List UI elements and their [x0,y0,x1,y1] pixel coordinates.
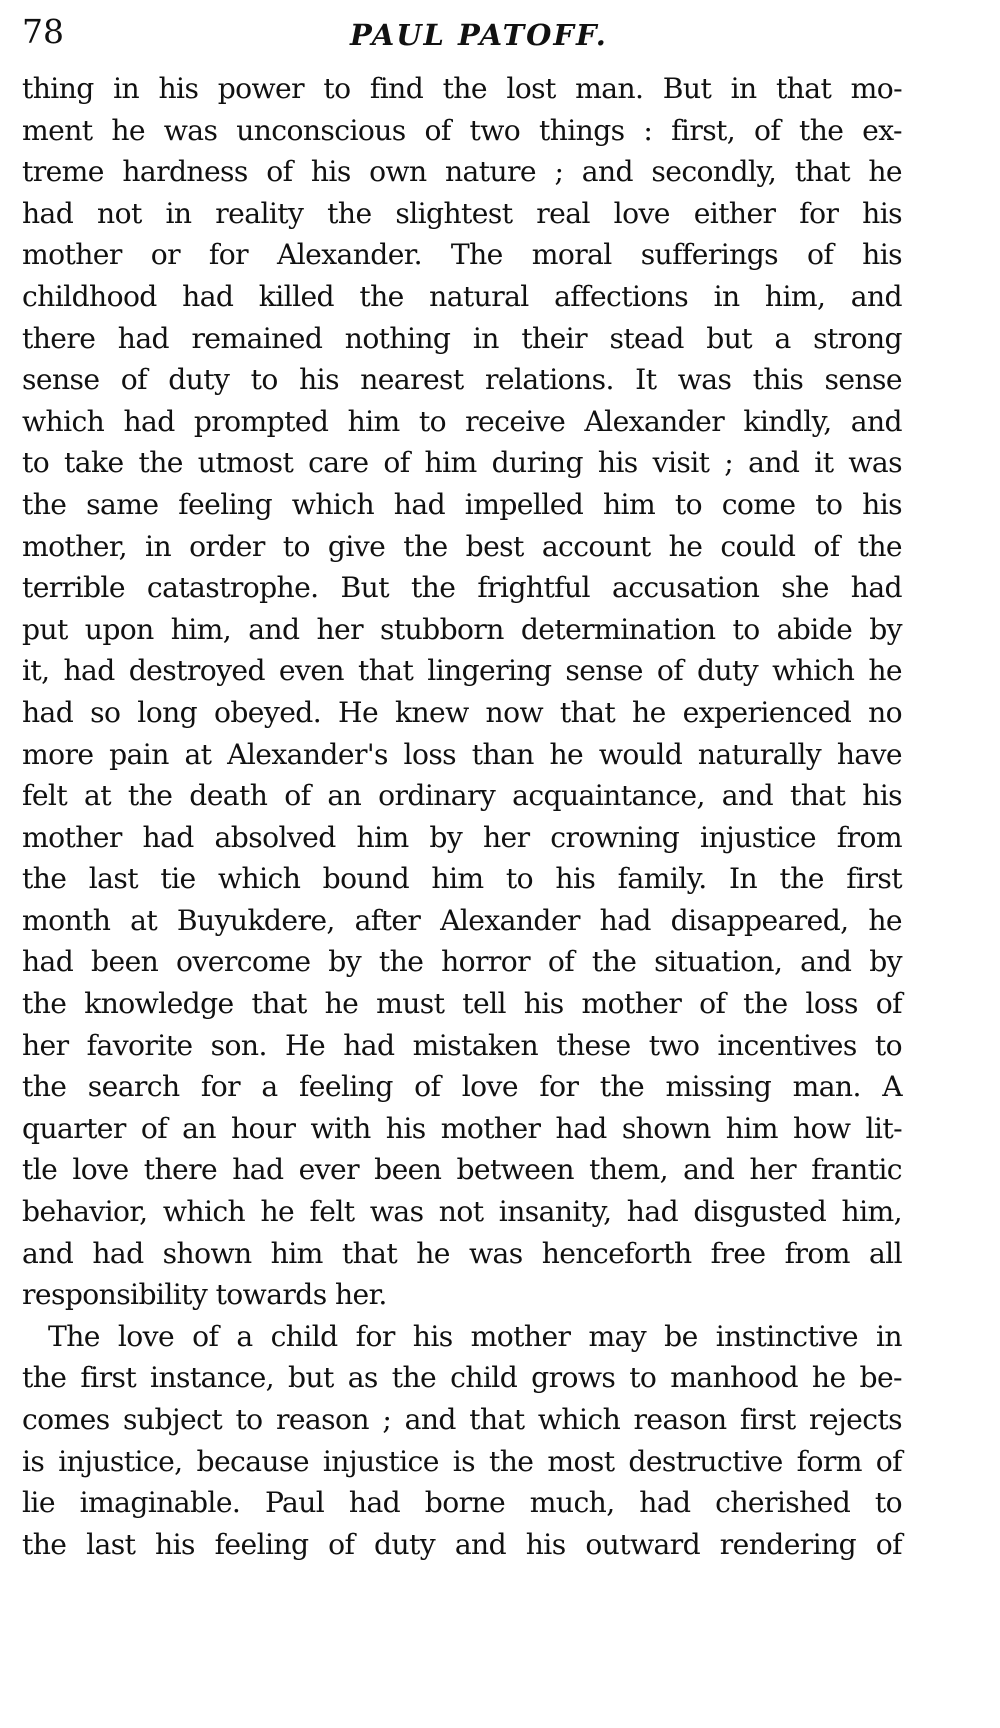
text-line: treme hardness of his own nature ; and secondly, that he [22,155,902,189]
text-line: mother or for Alexander. The moral sufferings of his [22,238,902,272]
text-line: had so long obeyed. He knew now that he experienced no [22,695,902,729]
page-header [22,8,902,68]
text-line: it, had destroyed even that lingering sense of duty which he [22,654,902,688]
text-line: ment he was unconscious of two things : first, of the ex- [22,113,902,147]
text-line: and had shown him that he was henceforth free from all [22,1236,902,1270]
paragraph-1 [22,68,902,1316]
text-line: her favorite son. He had mistaken these two incentives to [22,1028,902,1062]
text-line: childhood had killed the natural affections in him, and [22,279,902,313]
text-line: put upon him, and her stubborn determination to abide by [22,612,902,646]
text-line: sense of duty to his nearest relations. It was this sense [22,363,902,397]
text-line: mother, in order to give the best account he could of the [22,529,902,563]
text-line: more pain at Alexander's loss than he would naturally have [22,737,902,771]
text-line: the first instance, but as the child grows to manhood he be- [22,1361,902,1395]
text-line: mother had absolved him by her crowning injustice from [22,820,902,854]
text-line: month at Buyukdere, after Alexander had disappeared, he [22,903,902,937]
text-line: quarter of an hour with his mother had shown him how lit- [22,1111,902,1145]
text-line: tle love there had ever been between them, and her frantic [22,1153,902,1187]
text-line: thing in his power to find the lost man. But in that mo- [22,72,902,105]
text-line: responsibility towards her. [22,1278,387,1312]
text-line: the last his feeling of duty and his outward rendering of [22,1527,902,1561]
text-line: The love of a child for his mother may be instinctive in [48,1319,902,1353]
text-line: to take the utmost care of him during his visit ; and it was [22,446,902,480]
text-line: is injustice, because injustice is the most destructive form of [22,1444,902,1478]
text-line: the search for a feeling of love for the missing man. A [22,1070,902,1104]
text-line: felt at the death of an ordinary acquaintance, and that his [22,779,902,813]
page-number: 78 [22,12,64,51]
text-line: comes subject to reason ; and that which reason first rejects [22,1403,902,1436]
running-title: PAUL PATOFF. [350,18,608,52]
paragraph-2 [22,1316,902,1566]
text-line: behavior, which he felt was not insanity, had disgusted him, [22,1195,902,1229]
text-line: the same feeling which had impelled him to come to his [22,487,902,521]
text-line: had been overcome by the horror of the situation, and by [22,945,902,979]
text-line: the knowledge that he must tell his mother of the loss of [22,987,902,1021]
text-line: terrible catastrophe. But the frightful accusation she had [22,571,902,605]
text-line: there had remained nothing in their stead but a strong [22,321,902,355]
text-line: lie imaginable. Paul had borne much, had cherished to [22,1486,902,1520]
text-line: the last tie which bound him to his family. In the first [22,862,902,896]
text-line: had not in reality the slightest real love either for his [22,196,902,230]
body-text [22,68,902,1565]
text-line: which had prompted him to receive Alexander kindly, and [22,404,902,438]
